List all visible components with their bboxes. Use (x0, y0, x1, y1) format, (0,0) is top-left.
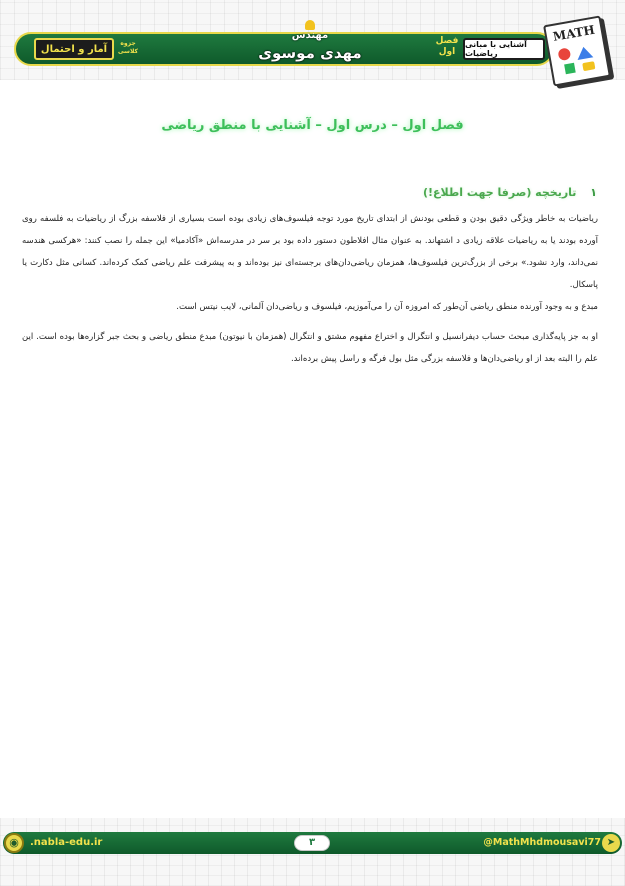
author-prefix: مهندس (291, 30, 329, 41)
globe-icon: ◉ (4, 833, 24, 853)
telegram-icon[interactable]: ➤ (602, 834, 620, 852)
author-name: مهدی موسوی (258, 44, 362, 62)
topic-badge: آشنایی با مبانی ریاضیات (463, 38, 545, 60)
paragraph: ریاضیات به خاطر ویژگی دقیق بودن و قطعی بودنش از ابتدای تاریخ مورد توجه فیلسوف‌های زیادی بوده است بسیاری از فلاسفه بزرگ از ریاضیات به فلسفه روی آورده بودند یا به ریاضیات علاقه زیادی د اشتهاند. به عنوان مثال افلاطون دستور داده بود بر سر در مدرسه‌اش «آکادمیا» این جمله را نصب کنند: «هرکسی هندسه نمی‌داند، وارد نشود.» برخی از بزرگ‌ترین فیلسوف‌ها، همزمان ریاضی‌دان‌های برجسته‌ای نیز بوده‌اند و به پیشرفت علم ریاضی کمک کرده‌اند. کسانی مثل دکارت یا پاسکال. (22, 214, 598, 290)
section-number: ۱ (590, 186, 597, 199)
paragraph: او به جز پایه‌گذاری مبحث حساب دیفرانسیل و انتگرال و اختراع مفهوم مشتق و انتگرال (همزمان با نیوتون) مبدع منطق ریاضی و بحث جبر گزاره‌ها بوده است. این علم را البته بعد از او ریاضی‌دان‌ها و فلاسفه بزرگی مثل بول فرگه و راسل پیش برده‌اند. (22, 332, 598, 364)
paragraph: مبدع و به وجود آورنده منطق ریاضی آن‌طور که امروزه آن را می‌آموزیم، فیلسوف و ریاضی‌دان آلمانی، لایب نیتس است. (176, 302, 598, 312)
website-link[interactable]: .nabla-edu.ir (30, 837, 103, 848)
section-title: تاریخچه (صرفا جهت اطلاع!) (422, 186, 577, 199)
book-title: MATH (551, 22, 596, 44)
page-number: ۳ (294, 835, 330, 851)
author-logo (255, 20, 365, 66)
book-decoration (564, 63, 576, 75)
math-book-icon (543, 15, 611, 86)
section-heading (297, 186, 597, 199)
book-decoration (557, 47, 571, 61)
book-decoration (575, 45, 593, 60)
book-decoration (582, 61, 595, 71)
crown-icon (305, 20, 315, 30)
chapter-title: فصل اول – درس اول – آشنایی با منطق ریاضی (161, 118, 464, 133)
chapter-badge: فصل اول (435, 36, 459, 57)
subject-badge: آمار و احتمال (34, 38, 114, 60)
booklet-label: جزوه کلاسی (117, 40, 138, 55)
social-handle[interactable]: @MathMhdmousavi77 (483, 837, 601, 848)
